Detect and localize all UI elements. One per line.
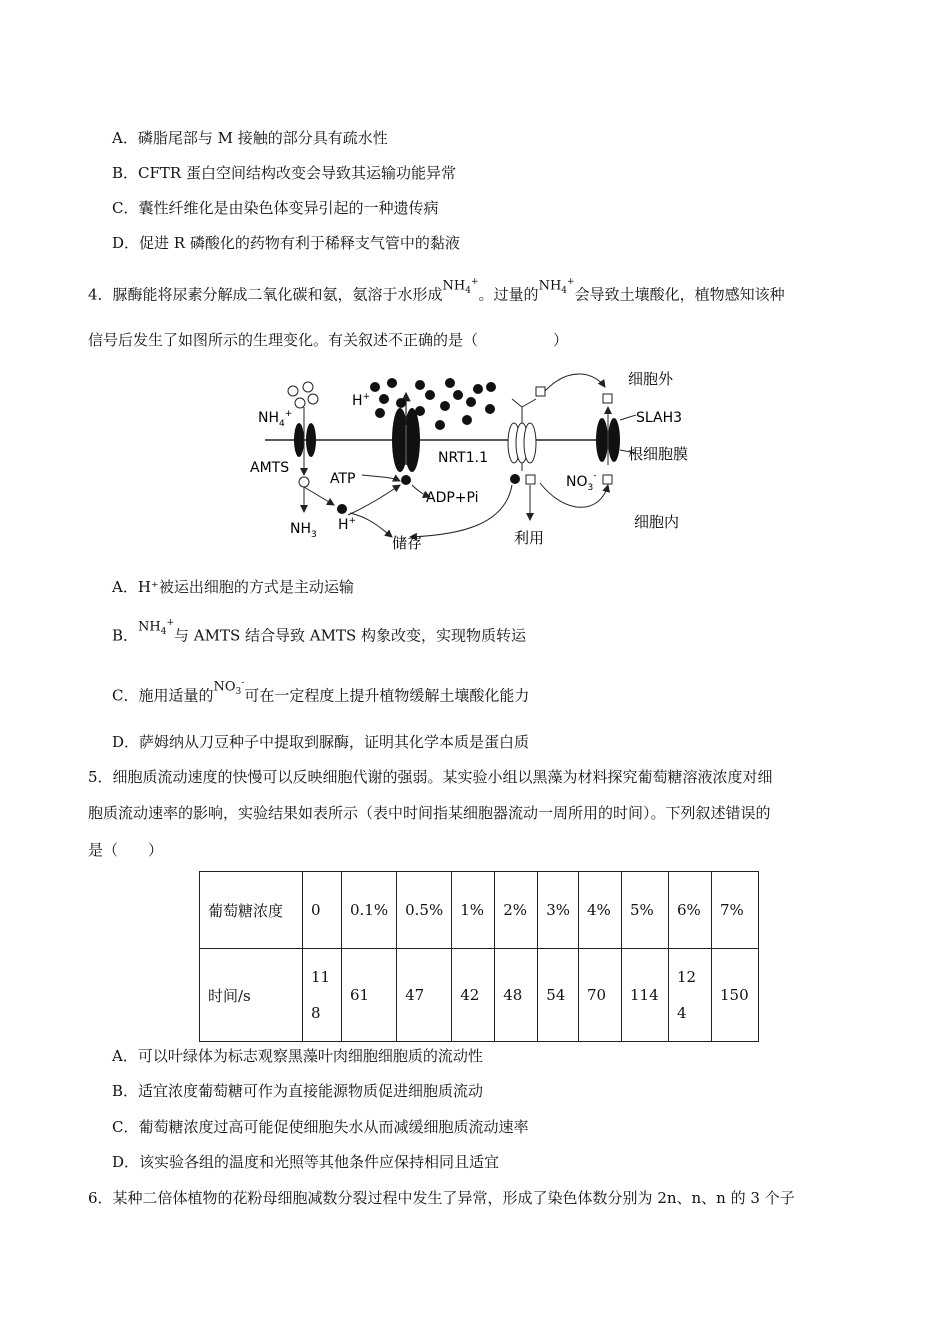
q4-option-c: C．施用适量的$NO_3^-$可在一定程度上提升植物缓解土壤酸化能力 bbox=[112, 683, 529, 712]
label-nh3: $NH_3$ bbox=[290, 521, 317, 540]
table-cell: 150 bbox=[712, 949, 759, 1042]
q5-stem-line1: 5．细胞质流动速度的快慢可以反映细胞代谢的强弱。某实验小组以黑藻为材料探究葡萄糖溶液浓度对细 bbox=[88, 768, 773, 786]
table-row bbox=[200, 949, 759, 1042]
nh4-formula: $NH_4^+$ bbox=[538, 277, 575, 296]
table-cell: 0 bbox=[303, 872, 342, 949]
table-cell: 42 bbox=[452, 949, 495, 1042]
q5-option-b: B．适宜浓度葡萄糖可作为直接能源物质促进细胞质流动 bbox=[112, 1082, 484, 1100]
q3-option-b: B．CFTR 蛋白空间结构改变会导致其运输功能异常 bbox=[112, 164, 456, 182]
q5-option-d: D．该实验各组的温度和光照等其他条件应保持相同且适宜 bbox=[112, 1153, 500, 1171]
label-inside: 细胞内 bbox=[634, 513, 680, 531]
table-cell: 0.1% bbox=[342, 872, 397, 949]
label-no3: $NO_3^-$ bbox=[566, 471, 597, 493]
q3-option-a: A．磷脂尾部与 M 接触的部分具有疏水性 bbox=[112, 129, 388, 147]
table-cell: 48 bbox=[495, 949, 538, 1042]
table-cell: 0.5% bbox=[397, 872, 452, 949]
q5-option-a: A．可以叶绿体为标志观察黑藻叶肉细胞细胞质的流动性 bbox=[112, 1047, 483, 1065]
table-header-cell: 葡萄糖浓度 bbox=[200, 872, 303, 949]
table-cell: 61 bbox=[342, 949, 397, 1042]
q4-stem-part2: 。过量的 bbox=[478, 285, 539, 304]
table-cell: 2% bbox=[495, 872, 538, 949]
label-atp: ATP bbox=[330, 471, 356, 487]
q4-stem-part1: 4．脲酶能将尿素分解成二氧化碳和氨，氨溶于水形成 bbox=[88, 285, 443, 304]
label-amts: AMTS bbox=[250, 460, 290, 476]
label-adp-pi: ADP+Pi bbox=[426, 490, 479, 506]
q4-option-b: B．$NH_4^+$与 AMTS 结合导致 AMTS 构象改变，实现物质转运 bbox=[112, 623, 526, 652]
q3-option-c: C．囊性纤维化是由染色体变异引起的一种遗传病 bbox=[112, 199, 439, 217]
q5-stem-line3: 是（ ） bbox=[88, 841, 164, 859]
label-use: 利用 bbox=[514, 529, 545, 547]
q4-stem-line2: 信号后发生了如图所示的生理变化。有关叙述不正确的是（ ） bbox=[88, 331, 569, 349]
q6-stem-line1: 6．某种二倍体植物的花粉母细胞减数分裂过程中发生了异常，形成了染色体数分别为 2n、n、n 的 3 个子 bbox=[88, 1189, 795, 1207]
label-storage: 储存 bbox=[392, 534, 423, 552]
table-cell: 118 bbox=[303, 949, 342, 1042]
label-nh4: $NH_4^+$ bbox=[258, 409, 293, 429]
table-cell: 1% bbox=[452, 872, 495, 949]
label-nrt: NRT1.1 bbox=[438, 450, 488, 466]
q4-option-d: D．萨姆纳从刀豆种子中提取到脲酶，证明其化学本质是蛋白质 bbox=[112, 733, 530, 751]
table-cell: 5% bbox=[622, 872, 669, 949]
table-header-cell: 时间/s bbox=[200, 949, 303, 1042]
table-cell: 47 bbox=[397, 949, 452, 1042]
table-cell: 6% bbox=[669, 872, 712, 949]
glucose-time-table bbox=[199, 871, 759, 1042]
table-cell: 114 bbox=[622, 949, 669, 1042]
no3-formula: $NO_3^-$ bbox=[213, 678, 245, 697]
table-cell: 7% bbox=[712, 872, 759, 949]
label-h-outside: H+ bbox=[352, 392, 371, 409]
label-outside: 细胞外 bbox=[628, 370, 674, 388]
q4-stem-line1 bbox=[88, 277, 785, 311]
q4-option-a: A．H⁺被运出细胞的方式是主动运输 bbox=[112, 578, 354, 596]
nh4-formula: $NH_4^+$ bbox=[138, 618, 175, 637]
label-h-inside: H+ bbox=[338, 516, 357, 533]
table-row bbox=[200, 872, 759, 949]
q4-stem-part3: 会导致土壤酸化，植物感知该种 bbox=[574, 285, 785, 304]
q5-option-c: C．葡萄糖浓度过高可能促使细胞失水从而减缓细胞质流动速率 bbox=[112, 1118, 529, 1136]
nh4-formula: $NH_4^+$ bbox=[442, 277, 479, 296]
label-slah3: SLAH3 bbox=[636, 410, 683, 426]
membrane-transport-diagram bbox=[0, 365, 950, 565]
table-cell: 124 bbox=[669, 949, 712, 1042]
table-cell: 54 bbox=[538, 949, 579, 1042]
table-cell: 4% bbox=[579, 872, 622, 949]
q5-stem-line2: 胞质流动速率的影响，实验结果如表所示（表中时间指某细胞器流动一周所用的时间）。下列叙述错误的 bbox=[88, 804, 771, 822]
table-cell: 3% bbox=[538, 872, 579, 949]
q3-option-d: D．促进 R 磷酸化的药物有利于稀释支气管中的黏液 bbox=[112, 234, 460, 252]
label-membrane: 根细胞膜 bbox=[628, 445, 689, 463]
table-cell: 70 bbox=[579, 949, 622, 1042]
